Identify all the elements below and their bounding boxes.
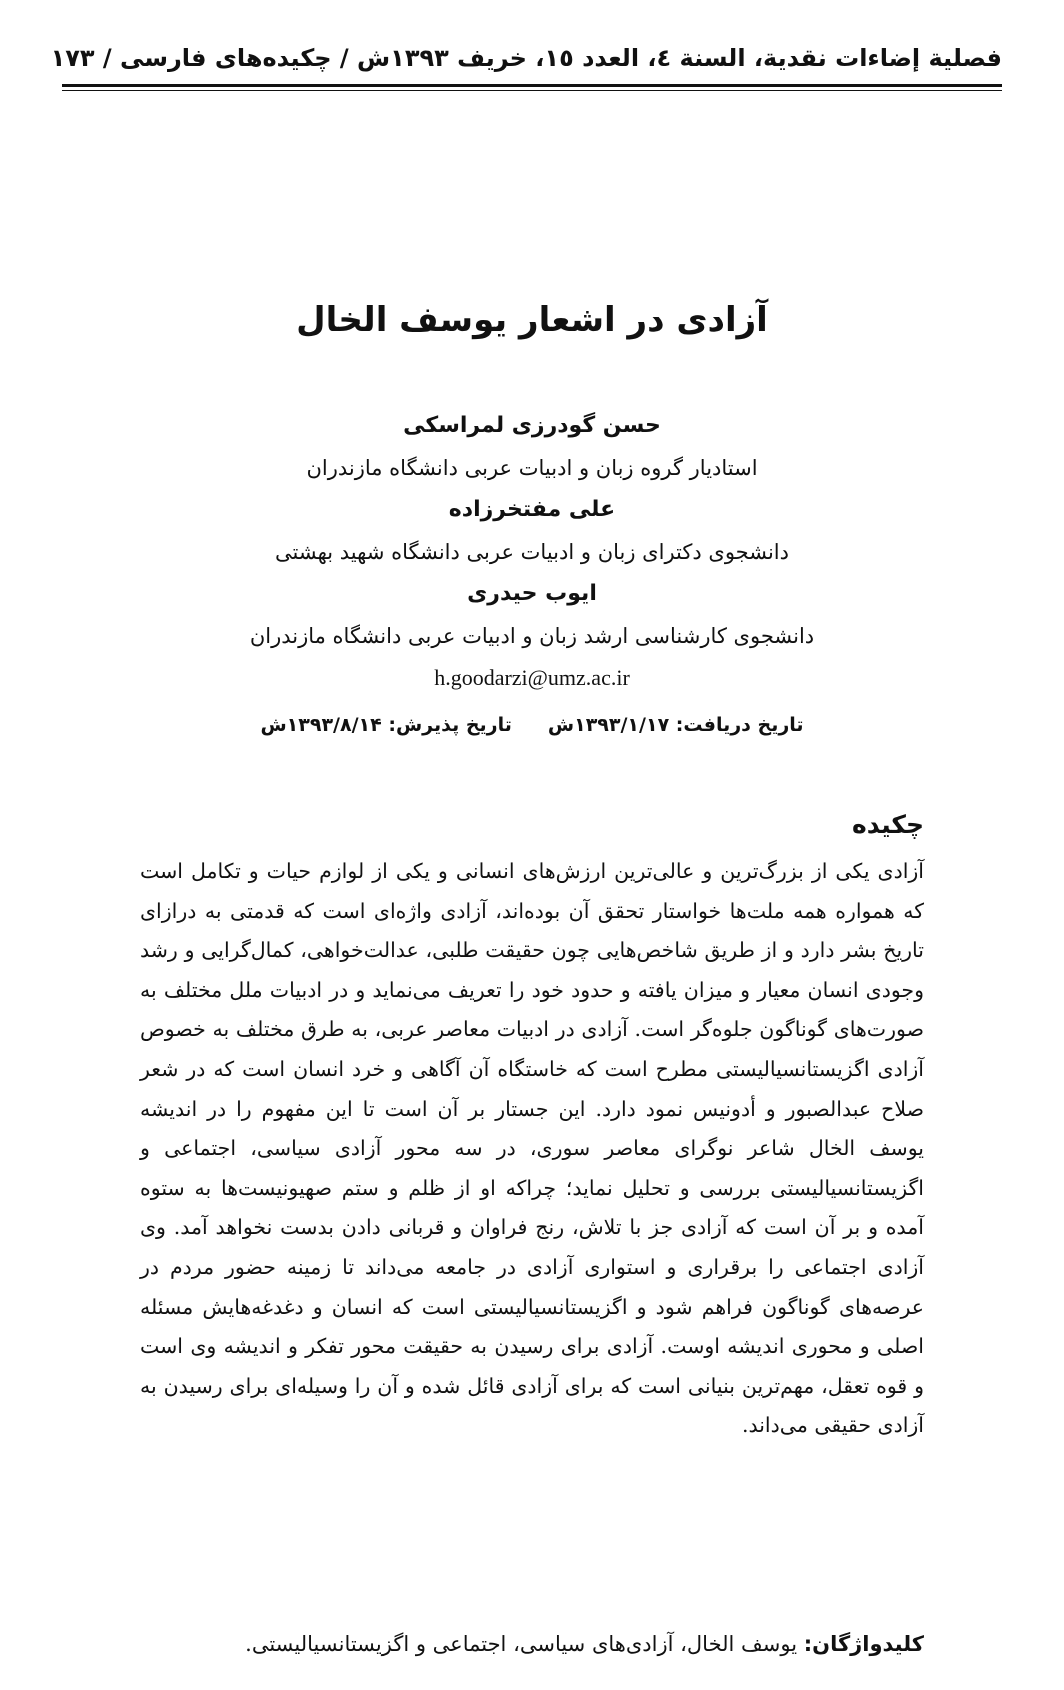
author-name-3: ایوب حیدری: [467, 581, 597, 606]
author-affiliation-1: استادیار گروه زبان و ادبیات عربی دانشگاه مازندران: [306, 456, 758, 480]
running-head: فصلية إضاءات نقدية، السنة ٤، العدد ١٥، خريف ١٣٩٣ش / چکیده‌های فارسی / ١٧٣: [50, 44, 1002, 72]
author-name-1: حسن گودرزی لمراسکی: [403, 413, 661, 438]
received-date: تاریخ دریافت: ۱۳۹۳/۱/۱۷ش: [547, 714, 804, 736]
corresponding-email: h.goodarzi@umz.ac.ir: [434, 665, 630, 690]
keywords-line: [140, 1625, 924, 1663]
header-rule-thin: [62, 90, 1002, 91]
author-affiliation-2: دانشجوی دکترای زبان و ادبیات عربی دانشگاه شهید بهشتی: [275, 540, 789, 564]
header-rule-thick: [62, 84, 1002, 87]
keywords-label: کلیدواژگان:: [803, 1632, 924, 1656]
keywords-text: یوسف الخال، آزادی‌های سیاسی، اجتماعی و اگزیستانسیالیستی.: [245, 1632, 798, 1656]
abstract-heading: چکیده: [852, 810, 924, 839]
author-block: [0, 405, 1064, 699]
accepted-date: تاریخ پذیرش: ۱۳۹۳/۸/۱۴ش: [260, 714, 512, 736]
article-title: آزادی در اشعار یوسف الخال: [296, 300, 768, 340]
dates-line: [0, 710, 1064, 740]
abstract-text: آزادی یکی از بزرگ‌ترین و عالی‌ترین ارزش‌های انسانی و یکی از لوازم حیات و تکامل است که همواره همه ملت‌ها خواستار تحقق آن بوده‌اند، آزادی واژه‌ای است که قدمتی به درازای تاریخ بشر دارد و از طریق شاخص‌هایی چون حقیقت طلبی، عدالت‌خواهی، کمال‌گرایی و رشد وجودی انسان معیار و میزان یافته و حدود خود را تعریف می‌نماید و در ادبیات ملل مختلف به صورت‌های گوناگون جلوه‌گر است. آزادی در ادبیات معاصر عربی، به طرق مختلف به خصوص آزادی اگزیستانسیالیستی مطرح است که خاستگاه آن آگاهی و خرد انسان است که در شعر صلاح عبدالصبور و أدونیس نمود دارد. این جستار بر آن است تا این مفهوم را در اندیشه یوسف الخال شاعر نوگرای معاصر سوری، در سه محور آزادی سیاسی، اجتماعی و اگزیستانسیالیستی بررسی و تحلیل نماید؛ چراکه او از ظلم و ستم صهیونیست‌ها به ستوه آمده و بر آن است که آزادی جز با تلاش، رنج فراوان و قربانی دادن بدست نخواهد آمد. وی آزادی اجتماعی را برقراری و استواری آزادی در جامعه می‌داند تا زمینه حضور مردم در عرصه‌های گوناگون فراهم شود و اگزیستانسیالیستی است که انسان و دغدغه‌هایش مسئله اصلی و محوری اندیشه اوست. آزادی برای رسیدن به حقیقت محور تفکر و اندیشه وی است و قوه تعقل، مهم‌ترین بنیانی است که برای آزادی قائل شده و آن را وسیله‌ای برای رسیدن به آزادی حقیقی می‌داند.: [140, 859, 924, 1438]
author-name-2: علی مفتخرزاده: [448, 497, 616, 522]
author-affiliation-3: دانشجوی کارشناسی ارشد زبان و ادبیات عربی دانشگاه مازندران: [249, 624, 815, 648]
